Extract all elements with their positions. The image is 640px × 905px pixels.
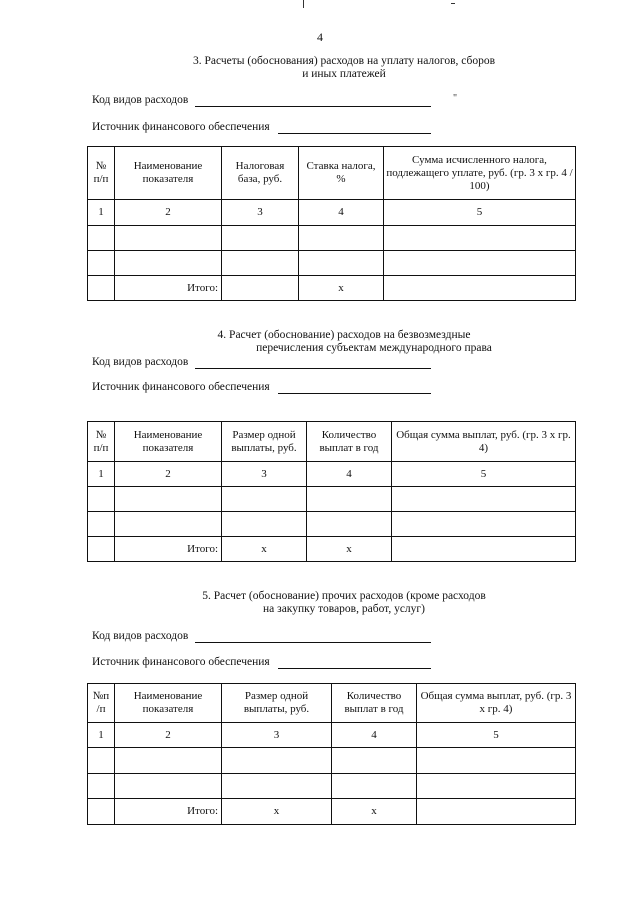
number-cell: 1 — [88, 462, 115, 487]
section-3-code-label: Код видов расходов — [92, 94, 189, 106]
table-header-row — [88, 684, 576, 723]
section-3-title-line1: 3. Расчеты (обоснования) расходов на уплату налогов, сборов — [192, 55, 496, 67]
section-5-code-label: Код видов расходов — [92, 630, 189, 642]
section-4-source-label: Источник финансового обеспечения — [92, 381, 270, 393]
empty-cell — [384, 226, 576, 251]
scan-mark — [303, 0, 304, 8]
number-cell: 2 — [115, 200, 222, 226]
section-5-source-label: Источник финансового обеспечения — [92, 656, 270, 668]
number-cell: 3 — [222, 462, 307, 487]
empty-cell — [392, 512, 576, 537]
empty-cell — [222, 226, 299, 251]
empty-cell — [307, 487, 392, 512]
header-cell: Размер одной выплаты, руб. — [222, 422, 307, 462]
empty-cell — [222, 774, 332, 799]
header-cell: № п/п — [88, 422, 115, 462]
empty-cell — [115, 774, 222, 799]
header-cell: Наименование показателя — [115, 684, 222, 723]
section-4-title — [100, 329, 588, 355]
table-header-row — [88, 147, 576, 200]
empty-cell — [417, 748, 576, 774]
empty-cell — [332, 748, 417, 774]
section-4-code-label: Код видов расходов — [92, 356, 189, 368]
empty-cell — [115, 748, 222, 774]
section-4-title-line1: 4. Расчет (обоснование) расходов на безвозмездные — [217, 329, 471, 341]
total-cell — [88, 799, 115, 825]
number-cell: 2 — [115, 723, 222, 748]
table-total-row — [88, 537, 576, 562]
number-cell: 1 — [88, 723, 115, 748]
total-cell: x — [332, 799, 417, 825]
total-label: Итого: — [115, 537, 222, 562]
total-cell — [392, 537, 576, 562]
empty-cell — [115, 226, 222, 251]
empty-cell — [88, 748, 115, 774]
empty-cell — [88, 251, 115, 276]
section-3-source-label: Источник финансового обеспечения — [92, 121, 270, 133]
section-4-title-line2: перечисления субъектам международного права — [256, 342, 492, 354]
total-cell: x — [222, 537, 307, 562]
total-cell — [222, 276, 299, 301]
section-5-source-field — [278, 668, 431, 669]
header-cell: Наименование показателя — [115, 422, 222, 462]
table-header-row — [88, 422, 576, 462]
empty-cell — [332, 774, 417, 799]
header-cell: Общая сумма выплат, руб. (гр. 3 х гр. 4) — [392, 422, 576, 462]
empty-cell — [88, 226, 115, 251]
empty-cell — [222, 512, 307, 537]
empty-cell — [384, 251, 576, 276]
section-4-table — [87, 421, 576, 562]
header-cell: Налоговая база, руб. — [222, 147, 299, 200]
number-cell: 5 — [417, 723, 576, 748]
number-cell: 4 — [307, 462, 392, 487]
empty-cell — [299, 226, 384, 251]
total-cell — [88, 537, 115, 562]
number-cell: 5 — [392, 462, 576, 487]
table-number-row — [88, 200, 576, 226]
header-cell: Сумма исчисленного налога, подлежащего уплате, руб. (гр. 3 х гр. 4 / 100) — [384, 147, 576, 200]
header-cell: Общая сумма выплат, руб. (гр. 3 х гр. 4) — [417, 684, 576, 723]
empty-cell — [307, 512, 392, 537]
empty-cell — [299, 251, 384, 276]
section-5-table — [87, 683, 576, 825]
number-cell: 5 — [384, 200, 576, 226]
total-cell — [417, 799, 576, 825]
table-row — [88, 512, 576, 537]
section-4-source-field — [278, 393, 431, 394]
empty-cell — [417, 774, 576, 799]
table-row — [88, 251, 576, 276]
total-label: Итого: — [115, 799, 222, 825]
empty-cell — [88, 512, 115, 537]
empty-cell — [115, 512, 222, 537]
total-cell — [88, 276, 115, 301]
table-number-row — [88, 462, 576, 487]
section-3-code-field — [195, 106, 431, 107]
header-cell: Количество выплат в год — [332, 684, 417, 723]
header-cell: № п/п — [88, 147, 115, 200]
scan-mark — [451, 3, 455, 4]
section-5-title-line2: на закупку товаров, работ, услуг) — [263, 603, 425, 615]
table-number-row — [88, 723, 576, 748]
number-cell: 3 — [222, 200, 299, 226]
section-4-code-field — [195, 368, 431, 369]
total-cell: x — [222, 799, 332, 825]
empty-cell — [222, 487, 307, 512]
table-total-row — [88, 799, 576, 825]
header-cell: Наименование показателя — [115, 147, 222, 200]
total-label: Итого: — [115, 276, 222, 301]
table-row — [88, 748, 576, 774]
number-cell: 2 — [115, 462, 222, 487]
total-cell: x — [307, 537, 392, 562]
header-cell: Размер одной выплаты, руб. — [222, 684, 332, 723]
section-3-title-line2: и иных платежей — [302, 68, 386, 80]
section-5-title — [100, 590, 588, 616]
empty-cell — [115, 251, 222, 276]
number-cell: 1 — [88, 200, 115, 226]
empty-cell — [222, 748, 332, 774]
header-cell: Количество выплат в год — [307, 422, 392, 462]
page-number: 4 — [317, 30, 323, 44]
empty-cell — [88, 487, 115, 512]
number-cell: 4 — [299, 200, 384, 226]
empty-cell — [222, 251, 299, 276]
total-cell: x — [299, 276, 384, 301]
table-row — [88, 774, 576, 799]
section-3-title — [100, 55, 588, 81]
section-3-table — [87, 146, 576, 301]
empty-cell — [392, 487, 576, 512]
empty-cell — [88, 774, 115, 799]
number-cell: 4 — [332, 723, 417, 748]
header-cell: №п /п — [88, 684, 115, 723]
table-row — [88, 487, 576, 512]
total-cell — [384, 276, 576, 301]
number-cell: 3 — [222, 723, 332, 748]
table-total-row — [88, 276, 576, 301]
section-5-title-line1: 5. Расчет (обоснование) прочих расходов (кроме расходов — [202, 590, 486, 602]
section-3-source-field — [278, 133, 431, 134]
stray-mark: " — [453, 93, 458, 104]
section-5-code-field — [195, 642, 431, 643]
table-row — [88, 226, 576, 251]
empty-cell — [115, 487, 222, 512]
header-cell: Ставка налога, % — [299, 147, 384, 200]
